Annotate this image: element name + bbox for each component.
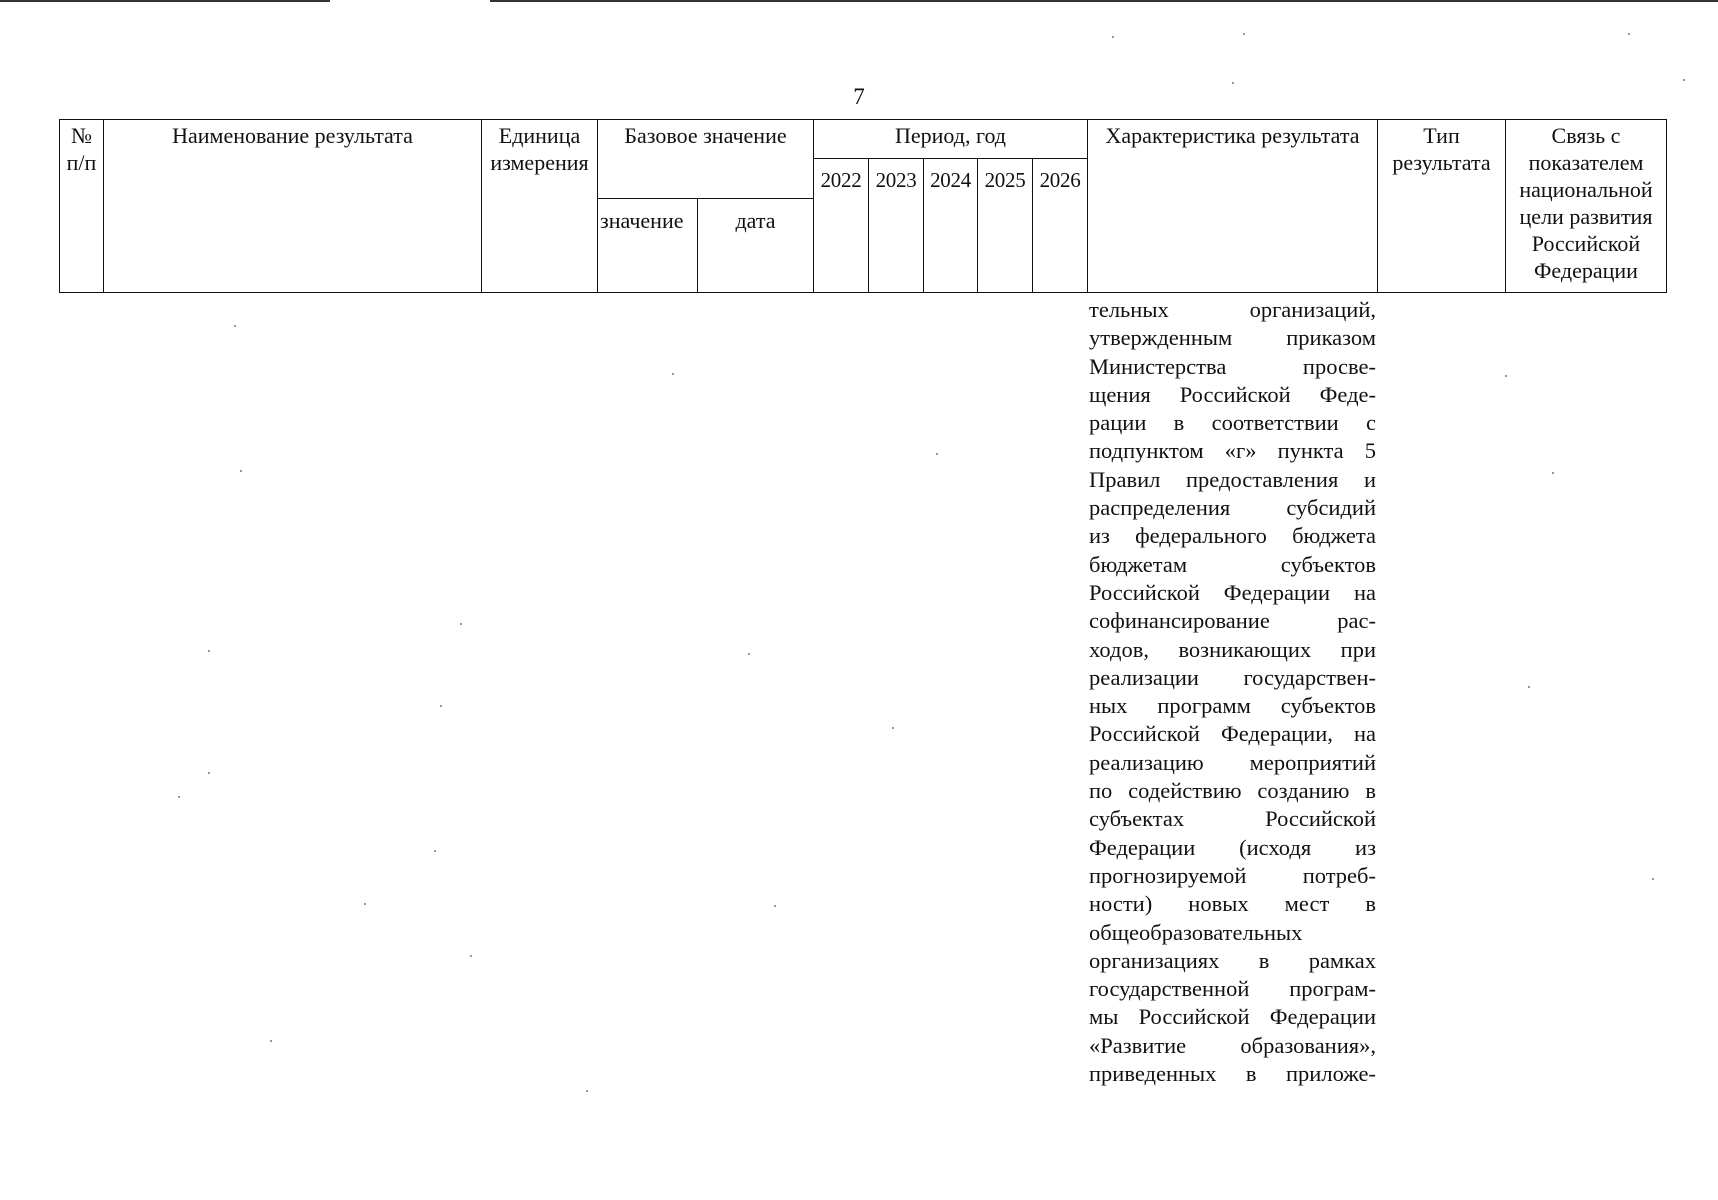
scan-speck — [748, 653, 750, 655]
results-table-header — [59, 119, 1667, 293]
text-line: Российской Федерации, на — [1089, 721, 1376, 747]
text-line: по содействию созданию в — [1089, 778, 1376, 804]
top-edge-rule — [0, 0, 330, 2]
text-line: «Развитие образования», — [1089, 1032, 1376, 1058]
scan-speck — [460, 623, 462, 625]
scan-speck — [434, 850, 436, 852]
scan-speck — [1528, 686, 1530, 688]
col-characteristic-header: Характеристика результата — [1088, 120, 1378, 293]
col-base-value-header: Базовое значение — [598, 120, 814, 199]
year-header: 2023 — [869, 159, 924, 293]
scan-speck — [1505, 375, 1507, 377]
text-line: субъектах Российской — [1089, 806, 1376, 832]
year-header: 2026 — [1033, 159, 1088, 293]
text-line: реализацию мероприятий — [1089, 749, 1376, 775]
year-header: 2022 — [814, 159, 869, 293]
text-line: рации в соответствии с — [1089, 410, 1376, 436]
text-line: ходов, возникающих при — [1089, 636, 1376, 662]
scan-speck — [1232, 82, 1234, 84]
scan-speck — [586, 1090, 588, 1092]
scan-speck — [892, 727, 894, 729]
characteristic-text — [1089, 296, 1376, 1088]
text-line: Российской Федерации на — [1089, 579, 1376, 605]
scan-speck — [1243, 33, 1245, 35]
scan-speck — [672, 373, 674, 375]
text-line: щения Российской Феде- — [1089, 381, 1376, 407]
scan-speck — [440, 705, 442, 707]
base-value-subheader: значение — [598, 199, 698, 293]
scan-speck — [1552, 472, 1554, 474]
scan-speck — [1652, 878, 1654, 880]
text-line: реализации государствен- — [1089, 664, 1376, 690]
scan-speck — [470, 955, 472, 957]
scan-speck — [1628, 33, 1630, 35]
scan-speck — [178, 796, 180, 798]
scan-speck — [270, 1040, 272, 1042]
text-line: мы Российской Федерации — [1089, 1004, 1376, 1030]
scan-speck — [240, 470, 242, 472]
text-line: ности) новых мест в — [1089, 891, 1376, 917]
scan-speck — [364, 903, 366, 905]
scan-speck — [208, 772, 210, 774]
text-line: из федерального бюджета — [1089, 523, 1376, 549]
col-type-header: Тип результата — [1378, 120, 1506, 293]
text-line: Правил предоставления и — [1089, 466, 1376, 492]
col-link-header: Связь с показателем национальной цели развития Российской Федерации — [1506, 120, 1667, 293]
scan-speck — [774, 905, 776, 907]
text-line: государственной програм- — [1089, 976, 1376, 1002]
text-line: утвержденным приказом — [1089, 325, 1376, 351]
base-date-subheader: дата — [698, 199, 814, 293]
col-number-header: № п/п — [60, 120, 104, 293]
col-name-header: Наименование результата — [104, 120, 482, 293]
text-line: тельных организаций, — [1089, 297, 1376, 322]
col-period-header: Период, год — [814, 120, 1088, 159]
text-line: Федерации (исходя из — [1089, 834, 1376, 860]
scan-speck — [234, 325, 236, 327]
text-line: бюджетам субъектов — [1089, 551, 1376, 577]
text-line: прогнозируемой потреб- — [1089, 862, 1376, 888]
text-line: софинансирование рас- — [1089, 608, 1376, 634]
text-line: подпунктом «г» пункта 5 — [1089, 438, 1376, 464]
scan-speck — [208, 650, 210, 652]
scan-speck — [936, 453, 938, 455]
top-edge-rule — [490, 0, 1718, 2]
col-unit-header: Единица измерения — [482, 120, 598, 293]
text-line: организациях в рамках — [1089, 947, 1376, 973]
text-line: общеобразовательных — [1089, 919, 1303, 945]
year-header: 2025 — [978, 159, 1033, 293]
year-header: 2024 — [924, 159, 978, 293]
text-line: ных программ субъектов — [1089, 693, 1376, 719]
scan-speck — [1683, 79, 1685, 81]
scan-speck — [1112, 36, 1114, 38]
text-line: распределения субсидий — [1089, 495, 1376, 521]
text-line: приведенных в приложе- — [1089, 1061, 1376, 1087]
page-number: 7 — [853, 84, 865, 109]
text-line: Министерства просве- — [1089, 353, 1376, 379]
